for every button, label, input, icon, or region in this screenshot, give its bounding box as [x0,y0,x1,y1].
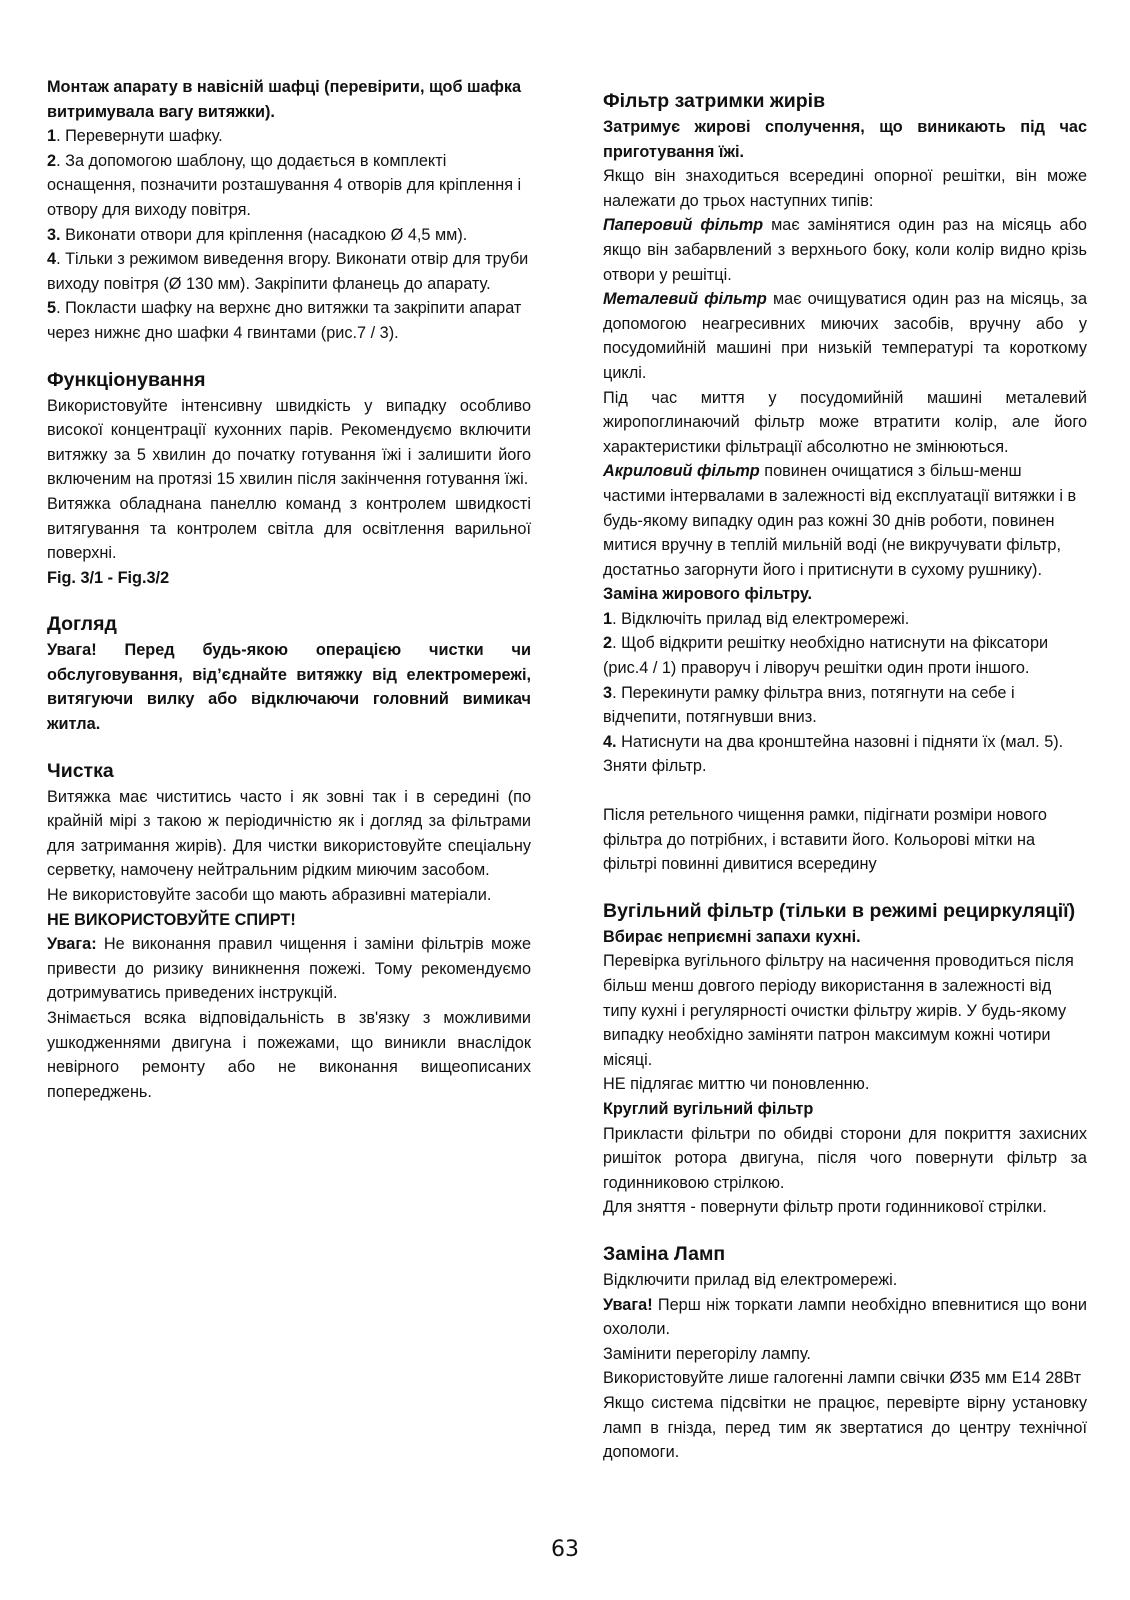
replace-step-1: 1. Відключіть прилад від електромережі. [603,609,910,628]
care-warning: Увага! Перед будь-якою операцією чистки чи обслуговування, від’єднайте витяжку від електромережі, витягуючи вилку або відключаючи головний вимикач житла. [47,641,531,734]
replace-after-paragraph: Після ретельного чищення рамки, підігнати розміри нового фільтра до потрібних, і вставити його. Кольорові мітки на фільтрі повинні дивитися всередину [603,806,1047,874]
replace-step-2: 2. Щоб відкрити решітку необхідно натиснути на фіксатори (рис.4 / 1) праворуч і ліворуч решітки один проти іншого. [603,634,1049,678]
left-column [47,75,531,1465]
metal-filter-paragraph: Металевий фільтр має очищуватися один раз на місяць, за допомогою неагресивних миючих засобів, вручну або у посудомийній машині при низькій температурі та короткому циклі. [603,290,1087,382]
operation-paragraph-2: Витяжка обладнана панеллю команд з контролем швидкості витягування та контролем світла для освітлення варильної поверхні. [47,494,531,563]
lamp-warning: Увага! Перш ніж торкати лампи необхідно впевнитися що вони охололи. [603,1295,1087,1339]
lamp-paragraph-4: Якщо система підсвітки не працює, перевірте вірну установку ламп в гнізда, перед тим як звертатися до центру технічної допомоги. [603,1393,1087,1462]
section-title-care: Догляд [47,613,117,636]
cleaning-paragraph-2: Не використовуйте засоби що мають абразивні матеріали. [47,886,492,905]
section-title-operation: Функціонування [47,368,206,391]
spacer [603,779,1087,803]
mount-step-2: 2. За допомогою шаблону, що додається в комплекті оснащення, позначити розташування 4 отворів для кріплення і отвору для виходу повітря. [47,151,522,219]
document-page [47,75,1087,1465]
replace-step-4: 4. Натиснути на два кронштейна назовні і підняти їх (мал. 5). Зняти фільтр. [603,732,1064,776]
section-title-grease-filter: Фільтр затримки жирів [603,90,826,112]
mount-step-3: 3. Виконати отвори для кріплення (насадкою Ø 4,5 мм). [47,225,468,244]
replace-filter-title: Заміна жирового фільтру. [603,585,812,604]
cleaning-paragraph-3: Знімається всяка відповідальність в зв'язку з можливими ушкодженнями двигуна і пожежами, що виникли внаслідок невірного ремонту або не виконання вищеописаних попереджень. [47,1009,531,1101]
right-column [603,75,1087,1465]
grease-intro: Якщо він знаходиться всередині опорної решітки, він може належати до трьох наступних типів: [603,167,1087,210]
cleaning-paragraph-1: Витяжка має чиститись часто і як зовні так і в середині (по крайній мірі з такою ж періодичністю як і догляд за фільтрами для затримання жирів). Для чистки використовуйте спеціальну серветку, намочену нейтральним рідким миючим засобом. [47,787,531,880]
cleaning-no-alcohol: НЕ ВИКОРИСТОВУЙТЕ СПИРТ! [47,910,296,929]
replace-step-3: 3. Перекинути рамку фільтра вниз, потягнути на себе і відчепити, потягнувши вниз. [603,683,1015,727]
page-number: 63 [551,1537,579,1562]
mount-step-4: 4. Тільки з режимом виведення вгору. Виконати отвір для труби виходу повітря (Ø 130 мм). Закріпити фланець до апарату. [47,250,529,293]
paper-filter-paragraph: Паперовий фільтр має замінятися один раз на місяць або якщо він забарвлений з верхнього боку, коли колір видно крізь отвори у решітці. [603,216,1087,284]
mount-title: Монтаж апарату в навісній шафці (перевірити, щоб шафка витримувала вагу витяжки). [47,78,522,121]
section-title-carbon-filter: Вугільний фільтр (тільки в режимі рециркуляції) [603,899,1076,922]
carbon-subtitle: Вбирає неприємні запахи кухні. [603,927,861,946]
operation-figure-ref: Fig. 3/1 - Fig.3/2 [47,568,170,587]
operation-paragraph-1: Використовуйте інтенсивну швидкість у випадку особливо високої концентрації кухонних парів. Рекомендуємо включити витяжку за 5 хвилин до початку готування їжі і залишити його включеним на протязі 15 хвилин після закінчення готування їжі. [47,396,531,489]
round-carbon-title: Круглий вугільний фільтр [603,1099,814,1118]
section-title-lamps: Заміна Ламп [603,1242,726,1265]
acrylic-filter-paragraph: Акриловий фільтр повинен очищатися з більш-менш частими інтервалами в залежності від експлуатації витяжки і в будь-якому випадку один раз кожні 30 днів роботи, повинен митися вручну в теплій мильній воді (не викручувати фільтр, достатньо загорнути його і притиснути в сухому рушнику). [603,462,1077,579]
lamp-paragraph-2: Замінити перегорілу лампу. [603,1344,811,1363]
round-carbon-paragraph-2: Для зняття - повернути фільтр проти годинникової стрілки. [603,1198,1047,1217]
carbon-paragraph-1: Перевірка вугільного фільтру на насичення проводиться після більш менш довгого періоду використання в залежності від типу кухні і регулярності очистки фільтру жирів. У будь-якому випадку необхідно заміняти патрон максимум кожні чотири місяці. [603,952,1074,1069]
carbon-paragraph-2: НЕ підлягає миттю чи поновленню. [603,1075,870,1094]
mount-step-1: 1. Перевернути шафку. [47,127,223,146]
section-title-cleaning: Чистка [47,759,114,782]
cleaning-warning: Увага: Не виконання правил чищення і заміни фільтрів може привести до ризику виникнення пожежі. Тому рекомендуємо дотримуватись приведених інструкцій. [47,935,531,1003]
lamp-paragraph-1: Відключити прилад від електромережі. [603,1270,898,1289]
grease-subtitle: Затримує жирові сполучення, що виникають під час приготування їжі. [603,118,1087,161]
lamp-paragraph-3: Використовуйте лише галогенні лампи свічки Ø35 мм E14 28Вт [603,1369,1082,1388]
mount-step-5: 5. Покласти шафку на верхнє дно витяжки та закріпити апарат через нижнє дно шафки 4 гвинтами (рис.7 / 3). [47,299,522,342]
metal-filter-paragraph-2: Під час миття у посудомийній машині металевий жиропоглинаючий фільтр може втратити колір, але його характеристики фільтрації абсолютно не змінюються. [603,388,1087,456]
round-carbon-paragraph-1: Прикласти фільтри по обидві сторони для покриття захисних ришіток ротора двигуна, після чого повернути фільтр за годинниковою стрілкою. [603,1124,1087,1192]
